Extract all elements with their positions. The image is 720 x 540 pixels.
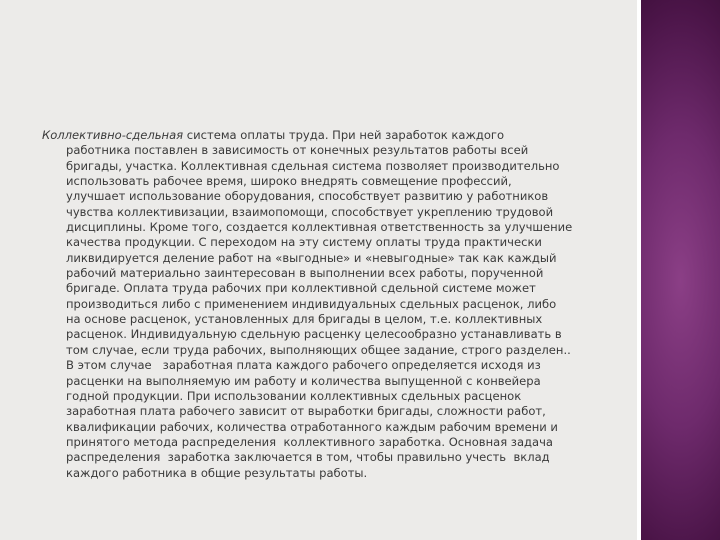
text-line: расценок. Индивидуальную сдельную расценку целесообразно устанавливать в bbox=[66, 327, 562, 342]
text-line: бригаде. Оплата труда рабочих при коллективной сдельной системе может bbox=[66, 281, 536, 296]
lead-term: Коллективно-сдельная bbox=[42, 128, 184, 142]
text-line: В этом случае заработная плата каждого рабочего определяется исходя из bbox=[66, 358, 541, 373]
text-line: работника поставлен в зависимость от конечных результатов работы всей bbox=[66, 143, 529, 158]
text-line: качества продукции. С переходом на эту систему оплаты труда практически bbox=[66, 235, 542, 250]
decorative-side-panel bbox=[641, 0, 720, 540]
text-line: ликвидируется деление работ на «выгодные» и «невыгодные» так как каждый bbox=[66, 250, 557, 265]
text-line: использовать рабочее время, широко внедрять совмещение профессий, bbox=[66, 174, 512, 189]
text-line: квалификации рабочих, количества отработанного каждым рабочим времени и bbox=[66, 419, 558, 434]
text-line: распределения заработка заключается в том, чтобы правильно учесть вклад bbox=[66, 450, 550, 465]
text-line: принятого метода распределения коллективного заработка. Основная задача bbox=[66, 434, 553, 449]
text-line: на основе расценок, установленных для бригады в целом, т.е. коллективных bbox=[66, 312, 543, 327]
text-line: бригады, участка. Коллективная сдельная система позволяет производительно bbox=[66, 158, 560, 173]
text-line: рабочий материально заинтересован в выполнении всех работы, порученной bbox=[66, 266, 544, 281]
text-line: годной продукции. При использовании коллективных сдельных расценок bbox=[66, 388, 522, 403]
text-line: заработная плата рабочего зависит от выработки бригады, сложности работ, bbox=[66, 404, 546, 419]
text-line: чувства коллективизации, взаимопомощи, способствует укреплению трудовой bbox=[66, 204, 554, 219]
body-paragraph bbox=[42, 128, 602, 481]
text-line: том случае, если труда рабочих, выполняющих общее задание, строго разделен.. bbox=[66, 342, 571, 357]
text-line: расценки на выполняемую им работу и количества выпущенной с конвейера bbox=[66, 373, 541, 388]
text-line: производиться либо с применением индивидуальных сдельных расценок, либо bbox=[66, 296, 557, 311]
text-line-first bbox=[42, 128, 602, 143]
first-line-rest: система оплаты труда. При ней заработок каждого bbox=[183, 128, 505, 142]
text-line: улучшает использование оборудования, способствует развитию у работников bbox=[66, 189, 549, 204]
text-line: каждого работника в общие результаты работы. bbox=[66, 465, 368, 480]
text-line: дисциплины. Кроме того, создается коллективная ответственность за улучшение bbox=[66, 220, 573, 235]
